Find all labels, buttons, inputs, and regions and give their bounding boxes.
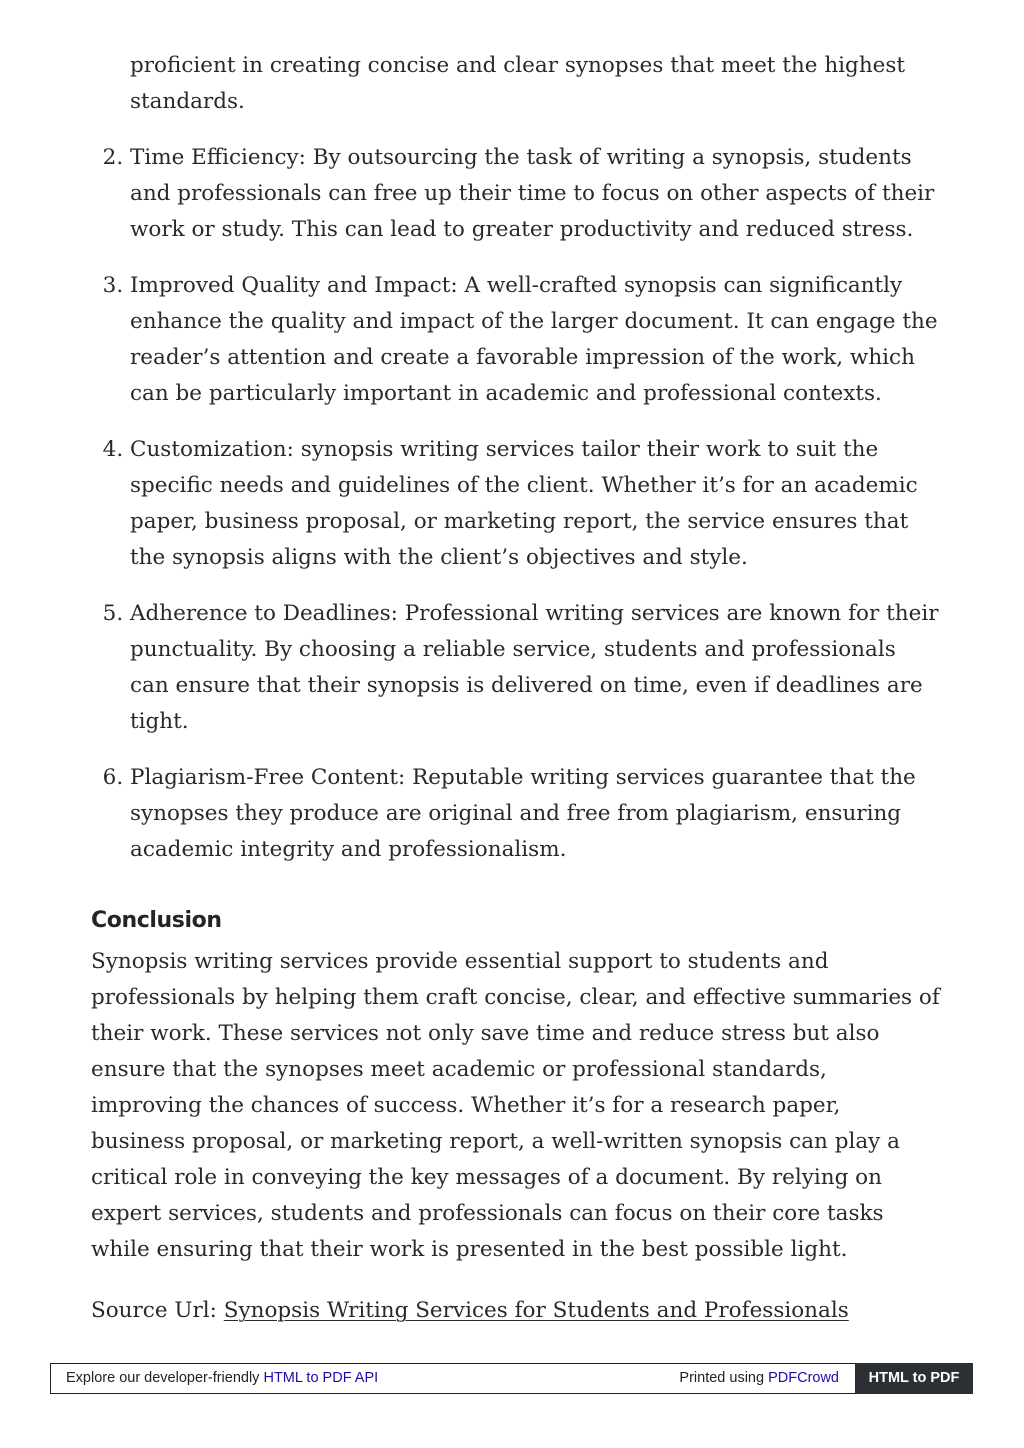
source-line [91,1293,941,1329]
source-link[interactable]: Synopsis Writing Services for Students and Professionals [223,1298,849,1323]
list-item-text: Time Efficiency: By outsourcing the task of writing a synopsis, students and professionals can free up their time to focus on other aspects of their work or study. This can lead to greater productivity and reduced stress. [130,145,935,242]
list-item [130,432,941,576]
list-item-text: Plagiarism-Free Content: Reputable writing services guarantee that the synopses they produce are original and free from plagiarism, ensuring academic integrity and professionalism. [130,765,916,862]
conclusion-paragraph: Synopsis writing services provide essential support to students and professionals by helping them craft concise, clear, and effective summaries of their work. These services not only save time and reduce stress but also ensure that the synopses meet academic or professional standards, improving the chances of success. Whether it’s for a research paper, business proposal, or marketing report, a well-written synopsis can play a critical role in conveying the key messages of a document. By relying on expert services, students and professionals can focus on their core tasks while ensuring that their work is presented in the best possible light. [91,949,940,1262]
conclusion-heading: Conclusion [91,908,222,933]
footer-left-text: Explore our developer-friendly [66,1370,264,1386]
article-body [91,48,941,1329]
pdfcrowd-link[interactable]: PDFCrowd [768,1370,839,1386]
list-item-text: Improved Quality and Impact: A well-crafted synopsis can significantly enhance the quality and impact of the larger document. It can engage the reader’s attention and create a favorable impression of the work, which can be particularly important in academic and professional contexts. [130,273,938,406]
footer-right [679,1364,839,1393]
pdf-footer-banner [50,1363,973,1394]
list-item [130,596,941,740]
footer-right-text: Printed using [679,1370,769,1386]
list-item-text: Customization: synopsis writing services tailor their work to suit the specific needs and guidelines of the client. Whether it’s for an academic paper, business proposal, or marketing report, the service ensures that the synopsis aligns with the client’s objectives and style. [130,437,918,570]
continued-list-item-text: proficient in creating concise and clear synopses that meet the highest standards. [130,53,906,114]
source-label: Source Url: [91,1298,224,1323]
list-item [130,760,941,868]
html-to-pdf-badge[interactable]: HTML to PDF [855,1363,973,1394]
list-item [130,140,941,248]
list-item [130,268,941,412]
benefits-list [91,140,941,868]
list-item-text: Adherence to Deadlines: Professional writing services are known for their punctuality. By choosing a reliable service, students and professionals can ensure that their synopsis is delivered on time, even if deadlines are tight. [130,601,939,734]
html-to-pdf-api-link[interactable]: HTML to PDF API [263,1370,379,1386]
footer-left [66,1364,378,1393]
